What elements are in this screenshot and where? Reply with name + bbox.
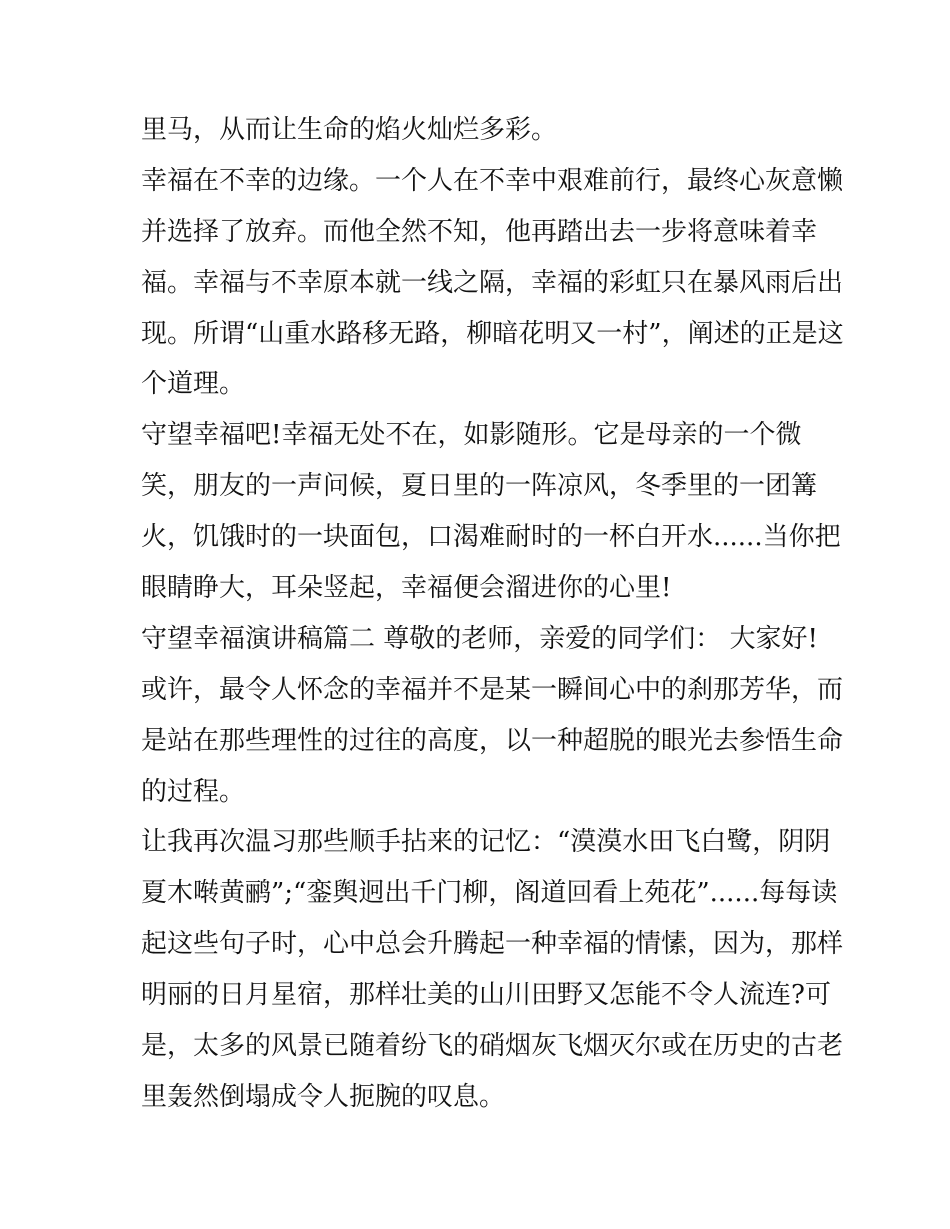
text-line: 起这些句子时，心中总会升腾起一种幸福的情愫，因为，那样	[141, 929, 844, 960]
text-line: 并选择了放弃。而他全然不知，他再踏出去一步将意味着幸	[141, 216, 818, 247]
text-line: 守望幸福吧!幸福无处不在，如影随形。它是母亲的一个微	[141, 420, 802, 451]
text-line: 现。所谓“山重水路移无路，柳暗花明又一村”，阐述的正是这	[141, 318, 844, 349]
text-line: 笑，朋友的一声问候，夏日里的一阵凉风，冬季里的一团篝	[141, 471, 818, 502]
text-line: 幸福在不幸的边缘。一个人在不幸中艰难前行，最终心灰意懒	[141, 165, 844, 196]
body-text	[141, 105, 844, 1123]
section-heading-line: 守望幸福演讲稿篇二 尊敬的老师，亲爱的同学们： 大家好!	[141, 623, 818, 654]
text-line: 是站在那些理性的过往的高度，以一种超脱的眼光去参悟生命	[141, 725, 844, 756]
text-line: 明丽的日月星宿，那样壮美的山川田野又怎能不令人流连?可	[141, 980, 831, 1011]
text-line: 里马，从而让生命的焰火灿烂多彩。	[141, 115, 558, 145]
text-line: 福。幸福与不幸原本就一线之隔，幸福的彩虹只在暴风雨后出	[141, 267, 844, 298]
text-line: 的过程。	[141, 776, 246, 807]
text-line: 或许，最令人怀念的幸福并不是某一瞬间心中的刹那芳华，而	[141, 674, 844, 705]
text-line: 火，饥饿时的一块面包，口渴难耐时的一杯白开水......当你把	[141, 522, 841, 553]
text-line: 里轰然倒塌成令人扼腕的叹息。	[141, 1081, 506, 1112]
text-line: 个道理。	[141, 369, 246, 400]
text-line: 让我再次温习那些顺手拈来的记忆：“漠漠水田飞白鹭，阴阴	[141, 827, 831, 858]
text-line: 是，太多的风景已随着纷飞的硝烟灰飞烟灭尔或在历史的古老	[141, 1031, 844, 1062]
text-line: 眼睛睁大，耳朵竖起，幸福便会溜进你的心里!	[141, 573, 672, 604]
text-line: 夏木啭黄鹂”;“銮舆迥出千门柳，阁道回看上苑花”......每每读	[141, 878, 838, 909]
